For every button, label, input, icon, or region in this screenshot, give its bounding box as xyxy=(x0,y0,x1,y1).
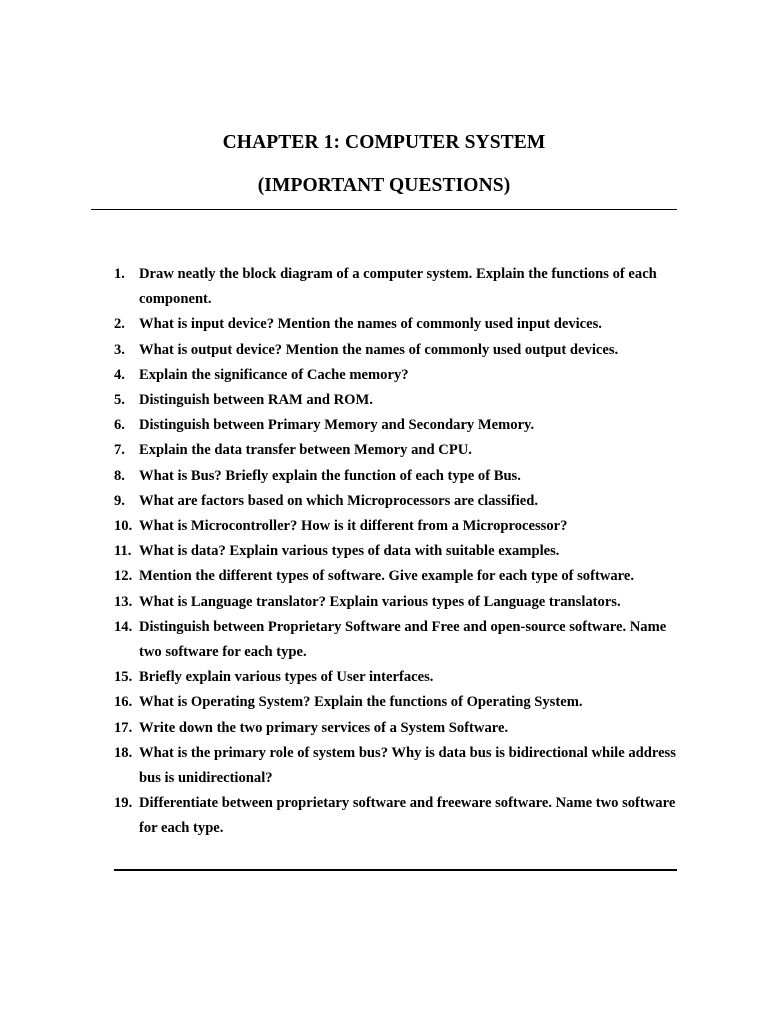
question-number: 18. xyxy=(114,744,133,761)
question-text: What is input device? Mention the names of commonly used input devices. xyxy=(139,316,602,333)
question-number: 9. xyxy=(114,492,125,509)
question-text: Distinguish between RAM and ROM. xyxy=(139,392,373,409)
question-item xyxy=(0,312,768,337)
question-text: Distinguish between Primary Memory and Secondary Memory. xyxy=(139,417,535,434)
question-number: 8. xyxy=(114,467,125,484)
question-number: 5. xyxy=(114,392,125,409)
question-number: 3. xyxy=(114,341,125,358)
question-item xyxy=(0,514,768,539)
question-number: 11. xyxy=(114,543,132,560)
question-text: Mention the different types of software. Give example for each type of software. xyxy=(139,568,634,585)
question-list xyxy=(0,262,768,842)
question-item xyxy=(0,539,768,564)
question-text: Differentiate between proprietary software and freeware software. Name two software for each type. xyxy=(139,795,676,837)
question-number: 17. xyxy=(114,719,133,736)
top-divider xyxy=(91,209,677,210)
question-number: 19. xyxy=(114,795,133,812)
question-item xyxy=(0,665,768,690)
question-number: 10. xyxy=(114,518,133,535)
question-item xyxy=(0,413,768,438)
question-number: 16. xyxy=(114,694,133,711)
question-item xyxy=(0,615,768,665)
question-item xyxy=(0,489,768,514)
question-item xyxy=(0,438,768,463)
question-item xyxy=(0,690,768,715)
question-number: 2. xyxy=(114,316,125,333)
question-number: 1. xyxy=(114,266,125,282)
question-item xyxy=(0,262,768,312)
question-text: Briefly explain various types of User interfaces. xyxy=(139,669,434,686)
question-number: 13. xyxy=(114,593,133,610)
question-item xyxy=(0,791,768,841)
question-number: 14. xyxy=(114,618,133,635)
bottom-divider xyxy=(114,869,677,871)
question-number: 6. xyxy=(114,417,125,434)
chapter-subtitle: (IMPORTANT QUESTIONS) xyxy=(257,175,511,196)
question-item xyxy=(0,388,768,413)
question-item xyxy=(0,338,768,363)
question-number: 4. xyxy=(114,366,125,383)
question-item xyxy=(0,564,768,589)
question-number: 12. xyxy=(114,568,133,585)
question-item xyxy=(0,716,768,741)
question-number: 7. xyxy=(114,442,125,459)
question-text: Explain the data transfer between Memory and CPU. xyxy=(139,442,472,459)
chapter-title: CHAPTER 1: COMPUTER SYSTEM xyxy=(222,132,546,153)
question-item xyxy=(0,741,768,791)
question-text: Write down the two primary services of a System Software. xyxy=(139,719,509,736)
question-text: What is output device? Mention the names of commonly used output devices. xyxy=(139,341,619,358)
question-text: What are factors based on which Microprocessors are classified. xyxy=(139,492,538,509)
question-text: What is the primary role of system bus? Why is data bus is bidirectional while address bus is unidirectional? xyxy=(139,744,676,787)
question-text: Draw neatly the block diagram of a computer system. Explain the functions of each component. xyxy=(139,266,657,308)
question-item xyxy=(0,590,768,615)
question-text: What is Microcontroller? How is it different from a Microprocessor? xyxy=(139,518,568,535)
question-text: What is Operating System? Explain the functions of Operating System. xyxy=(139,694,583,711)
question-number: 15. xyxy=(114,669,133,686)
question-text: Distinguish between Proprietary Software and Free and open-source software. Name two software for each type. xyxy=(139,618,667,661)
question-text: What is data? Explain various types of data with suitable examples. xyxy=(139,543,560,560)
question-text: What is Language translator? Explain various types of Language translators. xyxy=(139,593,621,610)
question-text: Explain the significance of Cache memory? xyxy=(139,366,409,383)
question-text: What is Bus? Briefly explain the function of each type of Bus. xyxy=(139,467,521,484)
question-item xyxy=(0,363,768,388)
question-item xyxy=(0,464,768,489)
